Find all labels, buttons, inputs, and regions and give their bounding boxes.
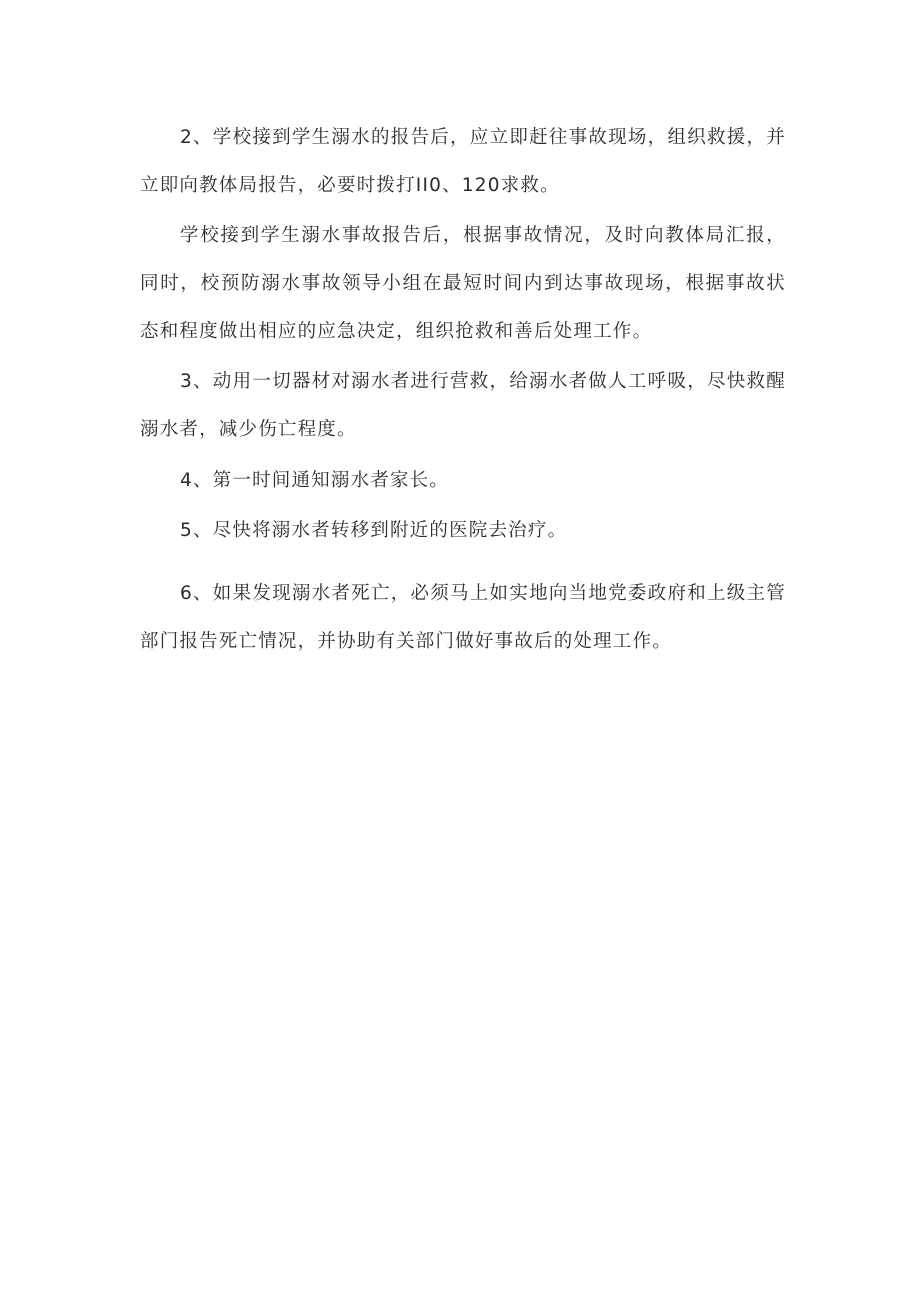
document-body — [140, 114, 786, 666]
paragraph-report-procedure: 学校接到学生溺水事故报告后，根据事故情况，及时向教体局汇报，同时，校预防溺水事故领导小组在最短时间内到达事故现场，根据事故状态和程度做出相应的应急决定，组织抢救和善后处理工作。 — [140, 225, 786, 342]
paragraph-step-6: 6、如果发现溺水者死亡，必须马上如实地向当地党委政府和上级主管部门报告死亡情况，并协助有关部门做好事故后的处理工作。 — [140, 583, 786, 652]
paragraph-step-4: 4、第一时间通知溺水者家长。 — [180, 470, 450, 491]
paragraph-step-3: 3、动用一切器材对溺水者进行营救，给溺水者做人工呼吸，尽快救醒溺水者，减少伤亡程度。 — [140, 371, 786, 440]
paragraph-step-2: 2、学校接到学生溺水的报告后，应立即赶往事故现场，组织救援，并立即向教体局报告，必要时拨打II0、120求救。 — [140, 127, 786, 196]
paragraph-step-5: 5、尽快将溺水者转移到附近的医院去治疗。 — [180, 520, 568, 541]
